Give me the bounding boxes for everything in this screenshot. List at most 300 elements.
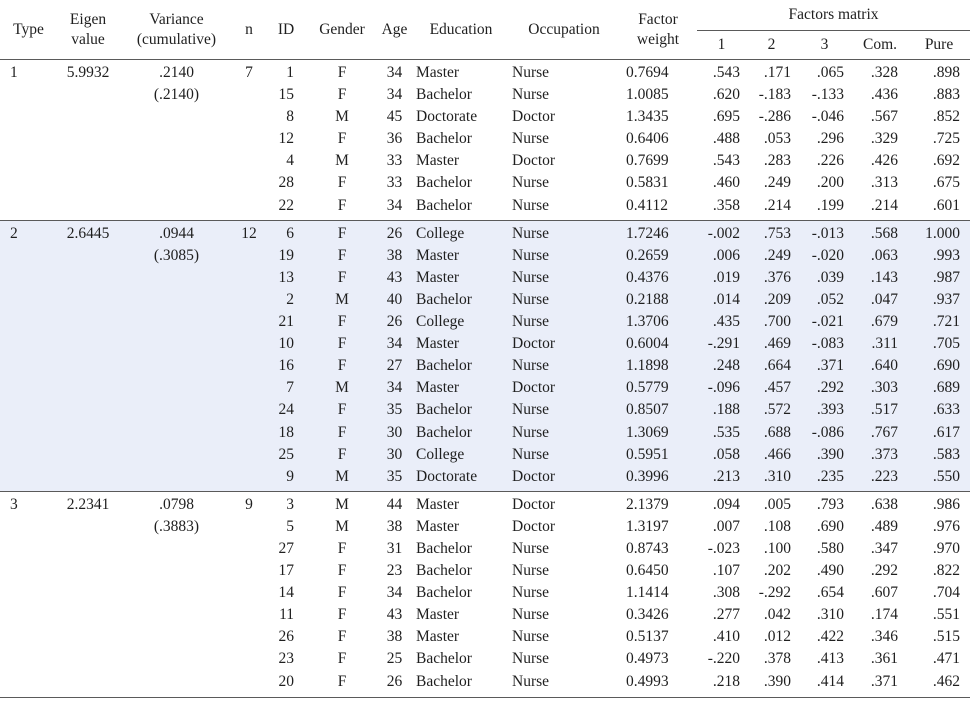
cell-factor-2: .209 — [746, 289, 797, 311]
cell-factor-1: .248 — [697, 355, 746, 377]
cell-occupation: Doctor — [512, 517, 556, 535]
cell-empty — [234, 267, 264, 289]
cell-id: 22 — [264, 195, 308, 221]
cell-factor-weight: 0.4112 — [619, 195, 697, 221]
cell-empty — [0, 516, 57, 538]
cell-id: 19 — [264, 245, 308, 267]
cell-id: 3 — [286, 495, 294, 513]
cell-pure: .583 — [908, 444, 970, 466]
cell-factor-3: .580 — [816, 539, 844, 557]
cell-empty — [234, 648, 264, 670]
cell-empty — [57, 538, 119, 560]
cell-gender: F — [308, 220, 376, 245]
cell-pure: .617 — [908, 422, 970, 444]
cell-empty — [119, 444, 234, 466]
cell-factor-2: .466 — [746, 444, 797, 466]
cell-empty — [119, 311, 234, 333]
cell-pure: .515 — [932, 628, 961, 646]
cell-factor-2: .664 — [746, 355, 797, 377]
cell-age: 33 — [386, 174, 403, 192]
cell-id: 25 — [264, 444, 308, 466]
cell-id: 8 — [286, 108, 294, 126]
cell-age: 44 — [386, 495, 403, 513]
cell-factor-1: .460 — [712, 174, 740, 192]
cell-factor-2: .378 — [763, 650, 791, 668]
cell-factor-1: .308 — [712, 584, 740, 602]
cell-factor-1: .535 — [697, 422, 746, 444]
cell-age: 30 — [376, 444, 413, 466]
type-group — [0, 220, 970, 491]
cell-pure: .705 — [908, 333, 970, 355]
cell-empty — [0, 560, 57, 582]
cell-empty — [119, 648, 234, 670]
cell-factor-1: .006 — [697, 245, 746, 267]
cell-com: .214 — [852, 195, 908, 221]
table-row — [0, 172, 970, 194]
cell-factor-2: .469 — [746, 333, 797, 355]
cell-empty — [0, 150, 57, 172]
cell-education: Master — [413, 377, 509, 399]
cell-factor-1: .014 — [697, 289, 746, 311]
cell-factor-3: .422 — [816, 628, 844, 646]
cell-factor-3: .292 — [797, 377, 852, 399]
cell-occupation: Doctor — [509, 377, 619, 399]
cell-factor-1: .218 — [697, 671, 746, 698]
cell-empty — [57, 466, 119, 492]
cell-factor-weight: 1.1414 — [626, 584, 669, 602]
cell-id: 5 — [286, 517, 294, 535]
cell-com: .568 — [852, 220, 908, 245]
cell-n: 12 — [234, 220, 264, 245]
cell-com: .361 — [870, 650, 898, 668]
header-factors-matrix: Factors matrix — [697, 0, 970, 31]
cell-factor-3: .200 — [816, 174, 844, 192]
cell-id: 16 — [264, 355, 308, 377]
cell-factor-weight: 2.1379 — [626, 495, 669, 513]
cell-empty — [57, 245, 119, 267]
cell-factor-3: .039 — [797, 267, 852, 289]
cell-pure: .471 — [932, 650, 961, 668]
cell-factor-3: .654 — [816, 584, 844, 602]
cell-education: Bachelor — [413, 289, 509, 311]
cell-factor-weight: 0.8743 — [626, 539, 669, 557]
cell-age: 26 — [376, 311, 413, 333]
variance-value: .2140 — [159, 64, 194, 81]
cell-empty — [119, 289, 234, 311]
cell-empty — [234, 289, 264, 311]
cell-occupation: Nurse — [509, 399, 619, 421]
cell-n: 7 — [245, 64, 253, 81]
cell-com: .347 — [870, 539, 898, 557]
cell-factor-3: .235 — [797, 466, 852, 492]
cell-empty — [57, 671, 119, 698]
table-row — [0, 399, 970, 421]
table-row — [0, 377, 970, 399]
cell-factor-2: .249 — [763, 174, 791, 192]
cell-education: Doctorate — [413, 466, 509, 492]
cell-factor-weight: 1.3706 — [619, 311, 697, 333]
cell-gender: F — [337, 562, 347, 580]
cell-com: .143 — [852, 267, 908, 289]
cell-age: 34 — [376, 333, 413, 355]
table-row — [0, 648, 970, 670]
cell-empty — [57, 289, 119, 311]
cell-empty — [234, 466, 264, 492]
cell-empty — [234, 195, 264, 221]
cell-factor-weight: 1.0085 — [626, 86, 669, 104]
cell-empty — [57, 516, 119, 538]
cell-occupation: Nurse — [509, 311, 619, 333]
cell-com: .063 — [852, 245, 908, 267]
cell-education: Master — [416, 606, 460, 624]
cell-occupation: Doctor — [512, 108, 556, 126]
cell-gender: F — [308, 195, 376, 221]
cell-factor-2: .283 — [763, 152, 791, 170]
cell-empty — [0, 333, 57, 355]
cell-gender: F — [337, 130, 347, 148]
cumulative-value: (.2140) — [153, 86, 200, 103]
header-occupation: Occupation — [509, 0, 619, 60]
cell-com: .607 — [870, 584, 898, 602]
cell-age: 33 — [386, 152, 403, 170]
cell-occupation: Nurse — [512, 174, 550, 192]
cell-gender: M — [308, 289, 376, 311]
cell-id: 7 — [264, 377, 308, 399]
cell-id: 28 — [278, 174, 294, 192]
table-row — [0, 311, 970, 333]
cell-com: .638 — [870, 495, 898, 513]
cell-factor-weight: 1.3435 — [626, 108, 669, 126]
cell-factor-2: .100 — [763, 539, 791, 557]
cumulative-value: (.3085) — [153, 246, 200, 264]
cell-education: Bachelor — [416, 650, 472, 668]
cell-com: .640 — [852, 355, 908, 377]
cell-factor-3: -.013 — [797, 220, 852, 245]
cell-empty — [234, 626, 264, 648]
cell-education: Master — [416, 152, 460, 170]
cell-empty — [57, 150, 119, 172]
cell-age: 36 — [386, 130, 403, 148]
cell-occupation: Doctor — [512, 495, 556, 513]
cell-factor-1: -.002 — [697, 220, 746, 245]
cell-gender: F — [337, 628, 347, 646]
cell-empty — [119, 128, 234, 150]
cell-gender: F — [308, 399, 376, 421]
cell-type: 2 — [0, 220, 57, 245]
cell-factor-1: .410 — [712, 628, 740, 646]
header-gender: Gender — [308, 0, 376, 60]
cell-age: 34 — [386, 64, 403, 81]
cell-empty — [0, 355, 57, 377]
cell-factor-weight: 0.3426 — [626, 606, 669, 624]
cell-factor-3: .226 — [816, 152, 844, 170]
cell-education: Bachelor — [413, 195, 509, 221]
header-factor-1: 1 — [697, 31, 746, 60]
cell-id: 23 — [278, 650, 294, 668]
cell-factor-2: .457 — [746, 377, 797, 399]
cell-empty — [57, 267, 119, 289]
cell-empty — [119, 377, 234, 399]
cell-empty — [0, 422, 57, 444]
cell-occupation: Nurse — [512, 64, 550, 81]
cell-gender: M — [335, 495, 349, 513]
cell-occupation: Nurse — [509, 444, 619, 466]
cell-education: Doctorate — [416, 108, 478, 126]
variance-value: .0944 — [159, 224, 194, 242]
table-row — [0, 267, 970, 289]
cell-age: 35 — [376, 466, 413, 492]
cell-empty — [234, 377, 264, 399]
header-eigen-value: Eigen value — [57, 0, 119, 60]
cell-empty — [119, 267, 234, 289]
cell-factor-weight: 0.6406 — [626, 130, 669, 148]
cell-empty — [0, 106, 57, 128]
cell-empty — [0, 671, 57, 698]
cell-empty — [0, 604, 57, 626]
header-education: Education — [413, 0, 509, 60]
cell-age: 40 — [376, 289, 413, 311]
cell-pure: .550 — [908, 466, 970, 492]
cell-factor-3: .296 — [816, 130, 844, 148]
table-row — [0, 671, 970, 698]
cell-empty — [57, 648, 119, 670]
cell-factor-1: .277 — [712, 606, 740, 624]
cell-gender: M — [308, 466, 376, 492]
cell-variance — [119, 491, 234, 535]
table-row — [0, 491, 970, 516]
cell-age: 25 — [386, 650, 403, 668]
cell-education: Master — [416, 628, 460, 646]
cell-id: 10 — [264, 333, 308, 355]
cell-id: 27 — [278, 539, 294, 557]
cell-empty — [0, 84, 57, 106]
table-header — [0, 0, 970, 60]
table-row — [0, 626, 970, 648]
cell-n: 9 — [245, 495, 253, 513]
cell-factor-1: .094 — [712, 495, 740, 513]
cell-age: 26 — [376, 671, 413, 698]
table-row — [0, 106, 970, 128]
cell-pure: .898 — [932, 64, 961, 81]
cell-factor-3: .390 — [797, 444, 852, 466]
cell-empty — [0, 538, 57, 560]
cell-factor-1: .488 — [712, 130, 740, 148]
table-row — [0, 333, 970, 355]
cell-factor-1: -.096 — [697, 377, 746, 399]
cell-empty — [57, 604, 119, 626]
cell-gender: F — [308, 311, 376, 333]
cell-variance — [119, 60, 234, 103]
cell-pure: .721 — [908, 311, 970, 333]
cell-empty — [0, 399, 57, 421]
cell-factor-2: .249 — [746, 245, 797, 267]
cell-gender: F — [308, 444, 376, 466]
cell-occupation: Nurse — [512, 562, 550, 580]
cell-gender: F — [308, 333, 376, 355]
cell-age: 35 — [376, 399, 413, 421]
cell-empty — [119, 422, 234, 444]
cell-factor-1: .213 — [697, 466, 746, 492]
cell-empty — [234, 422, 264, 444]
cell-pure: .822 — [932, 562, 961, 580]
header-type: Type — [0, 0, 57, 60]
cell-education: Bachelor — [416, 562, 472, 580]
cell-empty — [234, 245, 264, 267]
cell-factor-weight: 0.5951 — [619, 444, 697, 466]
cell-education: Bachelor — [416, 539, 472, 557]
cell-age: 34 — [386, 86, 403, 104]
cell-pure: .551 — [932, 606, 961, 624]
cell-empty — [57, 422, 119, 444]
cell-com: .426 — [870, 152, 898, 170]
cell-factor-weight: 0.4993 — [619, 671, 697, 698]
cell-variance — [119, 220, 234, 264]
header-factor-3: 3 — [797, 31, 852, 60]
cell-empty — [57, 172, 119, 194]
cell-com: .767 — [852, 422, 908, 444]
table-row — [0, 444, 970, 466]
cell-occupation: Nurse — [512, 650, 550, 668]
cell-age: 38 — [376, 245, 413, 267]
header-id: ID — [264, 0, 308, 60]
table-row — [0, 582, 970, 604]
cell-factor-weight: 0.5137 — [626, 628, 669, 646]
cell-age: 38 — [386, 628, 403, 646]
cell-education: Master — [416, 517, 460, 535]
cell-empty — [57, 128, 119, 150]
cell-empty — [0, 128, 57, 150]
cell-empty — [0, 245, 57, 267]
cell-empty — [0, 195, 57, 221]
cell-empty — [234, 128, 264, 150]
cell-age: 34 — [386, 584, 403, 602]
cell-factor-3: .793 — [816, 495, 844, 513]
cell-pure: .987 — [908, 267, 970, 289]
cell-gender: F — [337, 64, 347, 81]
cell-empty — [57, 84, 119, 106]
cell-empty — [119, 172, 234, 194]
cell-empty — [57, 444, 119, 466]
cell-factor-1: .058 — [697, 444, 746, 466]
cell-occupation: Nurse — [512, 130, 550, 148]
cell-factor-3: -.020 — [797, 245, 852, 267]
cell-pure: .937 — [908, 289, 970, 311]
cell-factor-2: -.183 — [758, 86, 791, 104]
cell-com: .371 — [852, 671, 908, 698]
table-row — [0, 128, 970, 150]
cell-education: College — [413, 220, 509, 245]
cell-empty — [0, 444, 57, 466]
cell-id: 14 — [278, 584, 294, 602]
table-row — [0, 60, 970, 85]
cell-empty — [119, 195, 234, 221]
cell-gender: F — [337, 86, 347, 104]
header-pure: Pure — [908, 31, 970, 60]
cell-pure: 1.000 — [908, 220, 970, 245]
cell-factor-2: .005 — [763, 495, 791, 513]
cell-age: 43 — [386, 606, 403, 624]
cell-pure: .689 — [908, 377, 970, 399]
cell-empty — [234, 516, 264, 538]
cell-empty — [0, 377, 57, 399]
header-factor-2: 2 — [746, 31, 797, 60]
cell-age: 34 — [376, 377, 413, 399]
type-group — [0, 60, 970, 221]
table-row — [0, 560, 970, 582]
cell-factor-1: -.220 — [707, 650, 740, 668]
cell-com: .047 — [852, 289, 908, 311]
cell-occupation: Nurse — [509, 267, 619, 289]
cell-id: 24 — [264, 399, 308, 421]
cell-empty — [0, 289, 57, 311]
cell-factor-weight: 0.2188 — [619, 289, 697, 311]
cell-occupation: Nurse — [512, 86, 550, 104]
header-variance: Variance (cumulative) — [119, 0, 234, 60]
cell-factor-3: -.021 — [797, 311, 852, 333]
cell-type: 1 — [10, 64, 18, 81]
cell-gender: F — [337, 584, 347, 602]
cell-occupation: Nurse — [509, 245, 619, 267]
cell-empty — [234, 172, 264, 194]
cell-factor-3: .371 — [797, 355, 852, 377]
cell-com: .679 — [852, 311, 908, 333]
cell-id: 12 — [278, 130, 294, 148]
cell-empty — [119, 106, 234, 128]
cell-empty — [119, 355, 234, 377]
cell-occupation: Nurse — [512, 539, 550, 557]
cell-com: .311 — [852, 333, 908, 355]
cell-factor-weight: 0.4376 — [619, 267, 697, 289]
cell-factor-3: .413 — [816, 650, 844, 668]
cell-id: 2 — [264, 289, 308, 311]
cell-type: 3 — [10, 495, 18, 513]
cell-empty — [0, 311, 57, 333]
cell-empty — [119, 671, 234, 698]
cell-occupation: Nurse — [512, 628, 550, 646]
cell-education: Bachelor — [413, 355, 509, 377]
cell-age: 26 — [376, 220, 413, 245]
cell-factor-weight: 1.3197 — [626, 517, 669, 535]
cell-empty — [57, 106, 119, 128]
cell-empty — [234, 106, 264, 128]
cell-age: 38 — [386, 517, 403, 535]
cell-factor-3: .310 — [816, 606, 844, 624]
cell-com: .373 — [852, 444, 908, 466]
cell-com: .292 — [870, 562, 898, 580]
cell-com: .346 — [870, 628, 898, 646]
cell-education: College — [413, 311, 509, 333]
cell-gender: F — [308, 671, 376, 698]
cell-gender: M — [335, 517, 349, 535]
cell-empty — [119, 150, 234, 172]
cell-empty — [57, 311, 119, 333]
cell-empty — [119, 582, 234, 604]
table-row — [0, 538, 970, 560]
cell-factor-weight: 0.7699 — [626, 152, 669, 170]
cell-gender: F — [308, 355, 376, 377]
cell-factor-2: .390 — [746, 671, 797, 698]
cell-factor-2: .053 — [763, 130, 791, 148]
table-row — [0, 289, 970, 311]
cell-id: 18 — [264, 422, 308, 444]
header-age: Age — [376, 0, 413, 60]
cell-eigen-value: 2.2341 — [66, 495, 110, 513]
cell-factor-weight: 1.3069 — [619, 422, 697, 444]
cell-factor-2: -.292 — [758, 584, 791, 602]
cell-empty — [0, 582, 57, 604]
cell-education: Bachelor — [413, 671, 509, 698]
cell-factor-3: .690 — [816, 517, 844, 535]
